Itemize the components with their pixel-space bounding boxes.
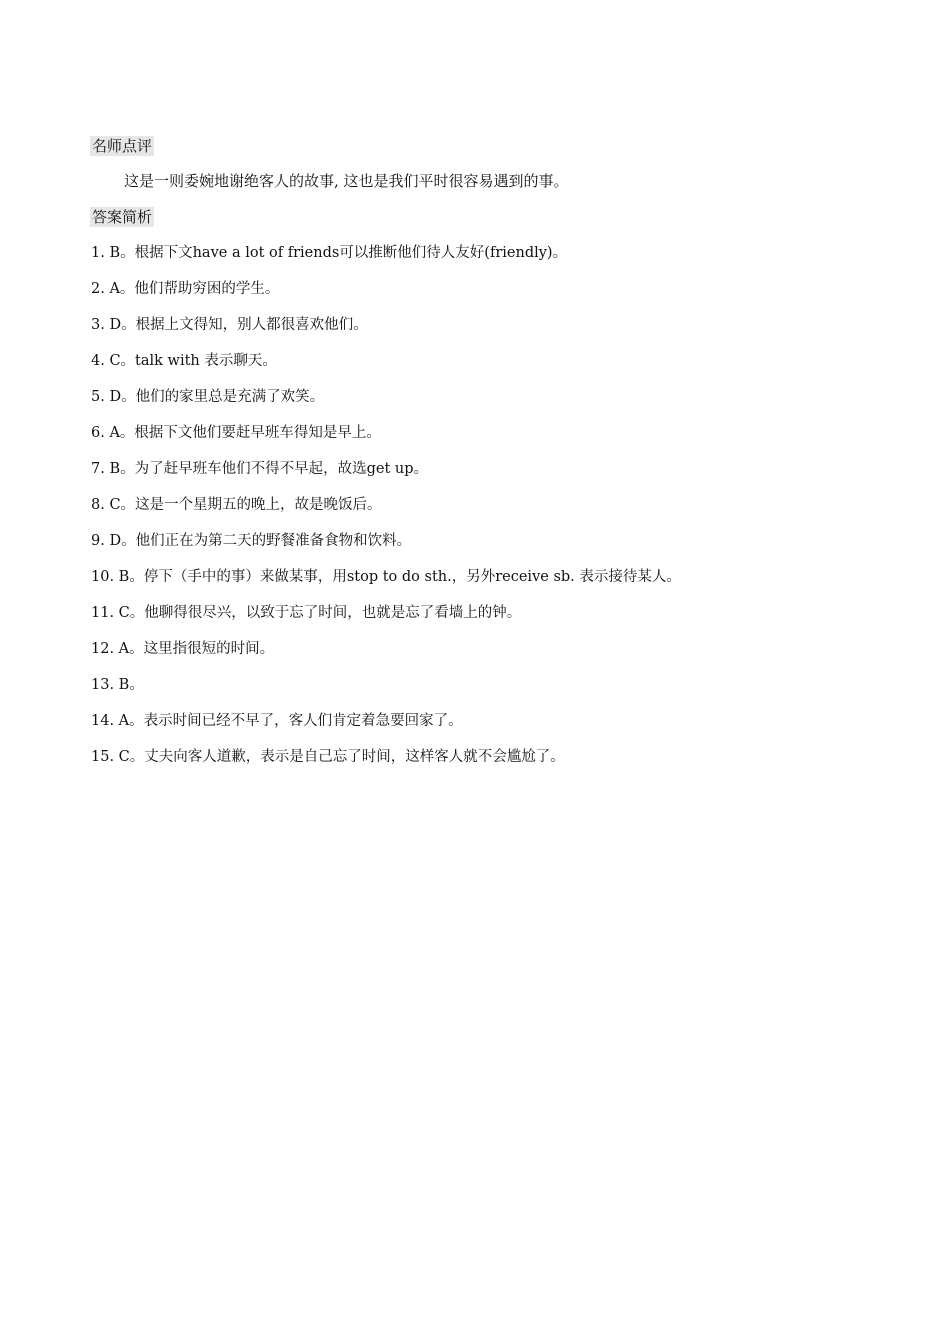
answer-text: 11. C。他聊得很尽兴，以致于忘了时间，也就是忘了看墙上的钟。: [91, 605, 522, 621]
answer-text: 6. A。根据下文他们要赶早班车得知是早上。: [91, 425, 381, 441]
answer-item: [91, 243, 681, 279]
answer-item: [91, 675, 681, 711]
answer-text: 8. C。这是一个星期五的晚上，故是晚饭后。: [91, 497, 382, 513]
answer-analysis-heading: 答案简析: [92, 208, 153, 226]
answer-text: 3. D。根据上文得知，别人都很喜欢他们。: [91, 317, 368, 333]
teacher-comment-heading: 名师点评: [92, 137, 153, 155]
answer-text: 7. B。为了赶早班车他们不得不早起，故选get up。: [91, 461, 429, 477]
answer-item: [91, 639, 681, 675]
answer-item: [91, 747, 681, 783]
answer-item: [91, 531, 681, 567]
answer-item: [91, 315, 681, 351]
answer-item: [91, 567, 681, 603]
answer-text: 4. C。talk with 表示聊天。: [91, 353, 277, 369]
answer-text: 14. A。表示时间已经不早了，客人们肯定着急要回家了。: [91, 713, 463, 729]
answer-item: [91, 387, 681, 423]
answer-text: 10. B。停下（手中的事）来做某事，用stop to do sth.，另外receive sb. 表示接待某人。: [91, 569, 681, 585]
answer-item: [91, 351, 681, 387]
answer-text: 1. B。根据下文have a lot of friends可以推断他们待人友好(friendly)。: [91, 245, 568, 261]
answer-text: 12. A。这里指很短的时间。: [91, 641, 275, 657]
answer-item: [91, 495, 681, 531]
answer-item: [91, 459, 681, 495]
teacher-comment-text: 这是一则委婉地谢绝客人的故事, 这也是我们平时很容易遇到的事。: [124, 172, 569, 190]
answer-item: [91, 711, 681, 747]
answer-text: 15. C。丈夫向客人道歉，表示是自己忘了时间，这样客人就不会尴尬了。: [91, 749, 565, 765]
answer-text: 9. D。他们正在为第二天的野餐准备食物和饮料。: [91, 533, 412, 549]
answer-text: 5. D。他们的家里总是充满了欢笑。: [91, 389, 325, 405]
answer-item: [91, 603, 681, 639]
answer-list: [91, 243, 681, 783]
answer-text: 13. B。: [91, 677, 144, 693]
answer-item: [91, 279, 681, 315]
answer-item: [91, 423, 681, 459]
answer-text: 2. A。他们帮助穷困的学生。: [91, 281, 280, 297]
